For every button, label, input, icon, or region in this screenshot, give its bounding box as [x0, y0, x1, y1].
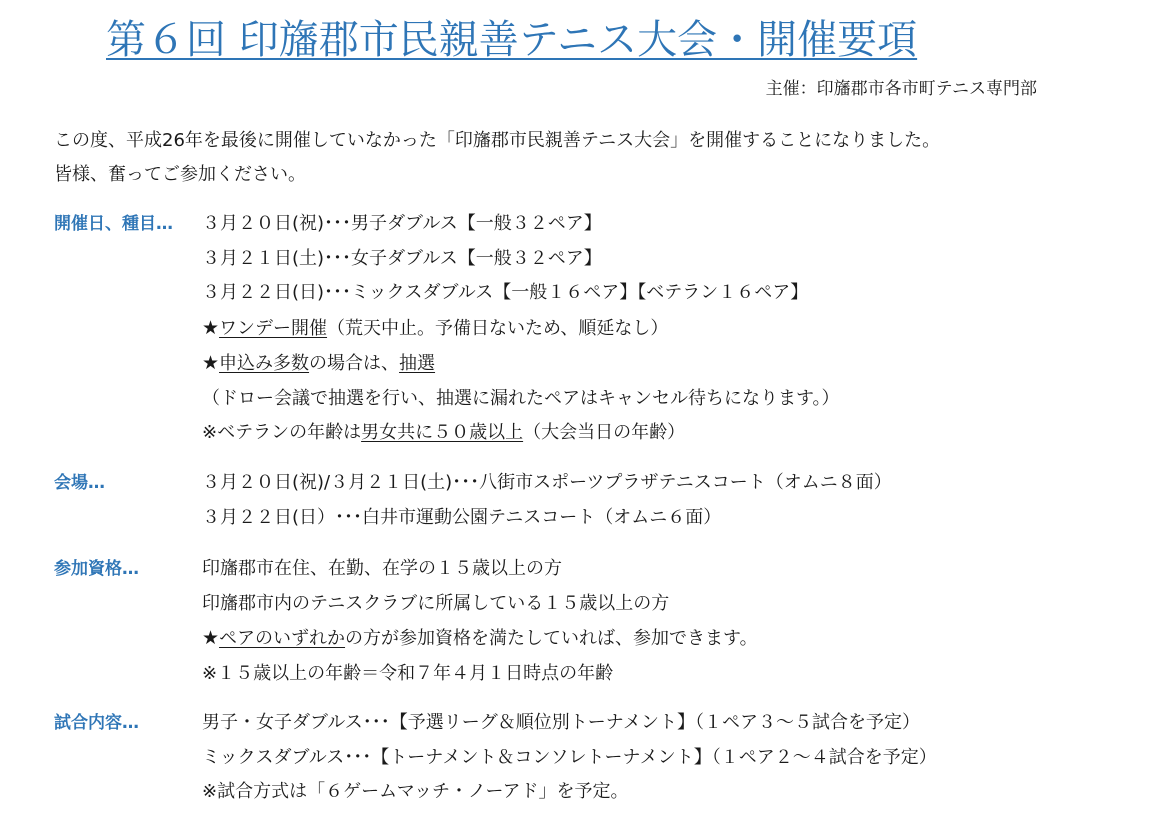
eligibility-line [202, 621, 758, 657]
matches-label: 試合内容… [54, 713, 139, 733]
intro-paragraph [54, 124, 940, 192]
matches-line: ミックスダブルス･･･【トーナメント＆コンソレトーナメント】（１ペア２～４試合を予定） [202, 746, 937, 768]
one-day-event-text: ワンデー開催 [219, 317, 328, 339]
eligibility-condition-text: の方が参加資格を満たしていれば、参加できます。 [345, 628, 758, 649]
star-icon: ★ [202, 627, 220, 649]
eligibility-lines [202, 552, 758, 691]
veteran-age-suffix: （大会当日の年齢） [523, 422, 686, 443]
many-applicants-text: 申込み多数 [219, 353, 310, 374]
case-text: の場合は、 [309, 353, 400, 374]
eligibility-line: 印旛郡市内のテニスクラブに所属している１５歳以上の方 [202, 592, 670, 614]
intro-line: 皆様、奮ってご参加ください。 [54, 164, 306, 185]
schedule-lines [202, 207, 840, 451]
schedule-label: 開催日、種目… [54, 214, 173, 234]
star-icon: ★ [202, 352, 220, 374]
veteran-age-prefix: ※ベテランの年齢は [202, 422, 362, 443]
page-title: 第６回 印旛郡市民親善テニス大会・開催要項 [106, 17, 918, 63]
matches-line: 男子・女子ダブルス･･･【予選リーグ＆順位別トーナメント】（１ペア３～５試合を予定） [202, 712, 921, 733]
schedule-line: ３月２０日(祝)･･･男子ダブルス【一般３２ペア】 [202, 213, 602, 234]
venue-label: 会場… [54, 473, 105, 493]
veteran-age-condition: 男女共に５０歳以上 [361, 422, 524, 443]
intro-line: この度、平成26年を最後に開催していなかった「印旛郡市民親善テニス大会」を開催することになりました。 [54, 130, 941, 151]
organizer-text: 主催：印旛郡市各市町テニス専門部 [765, 79, 1037, 99]
rain-note-text: （荒天中止。予備日ないため、順延なし） [327, 317, 669, 339]
venue-lines [202, 466, 892, 535]
schedule-line [202, 416, 840, 451]
matches-line: ※試合方式は「６ゲームマッチ・ノーアド」を予定。 [202, 781, 629, 802]
schedule-line [202, 311, 840, 347]
venue-line: ３月２２日(日）･･･白井市運動公園テニスコート（オムニ６面） [202, 506, 722, 528]
venue-line: ３月２０日(祝)/３月２１日(土)･･･八街市スポーツプラザテニスコート（オムニ８面） [202, 472, 892, 493]
schedule-line [202, 346, 840, 382]
lottery-text: 抽選 [399, 353, 436, 374]
matches-lines [202, 706, 937, 810]
schedule-line: （ドロー会議で抽選を行い、抽選に漏れたペアはキャンセル待ちになります。） [202, 387, 840, 409]
either-of-pair-text: ペアのいずれか [219, 628, 346, 649]
eligibility-label: 参加資格… [54, 559, 139, 579]
eligibility-line: 印旛郡市在住、在勤、在学の１５歳以上の方 [202, 558, 562, 579]
schedule-line: ３月２１日(土)･･･女子ダブルス【一般３２ペア】 [202, 247, 602, 269]
eligibility-line: ※１５歳以上の年齢＝令和７年４月１日時点の年齢 [202, 662, 614, 684]
schedule-line: ３月２２日(日)･･･ミックスダブルス【一般１６ペア】【ベテラン１６ペア】 [202, 282, 809, 303]
star-icon: ★ [202, 316, 220, 339]
